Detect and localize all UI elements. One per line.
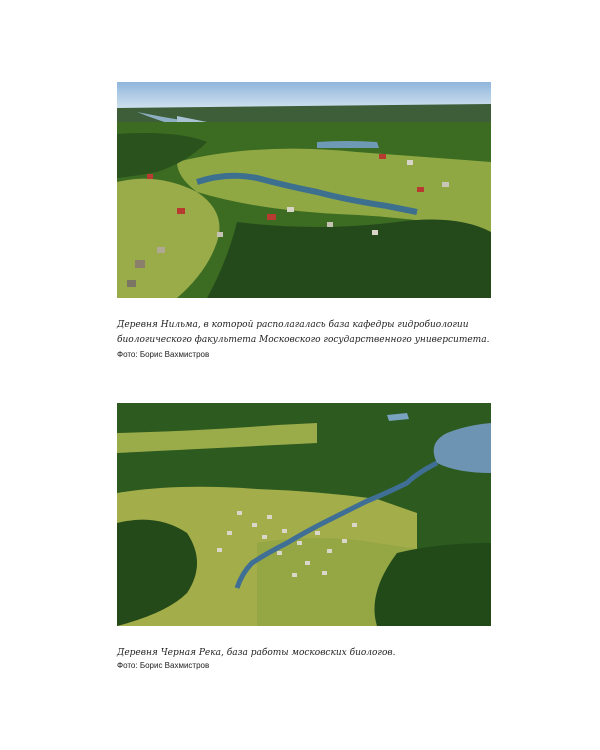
aerial-photo-chernaya-reka-village: [117, 403, 491, 626]
photo-credit: Фото: Борис Вахмистров: [117, 350, 210, 359]
photo-credit: Фото: Борис Вахмистров: [117, 661, 210, 670]
photo-caption: Деревня Черная Река, база работы московских биологов.: [117, 648, 396, 658]
photo-caption: Деревня Нильма, в которой располагалась база кафедры гидробиологии биологического факультета Московского государственного университета.: [117, 320, 490, 345]
aerial-photo-nilma-village: [117, 82, 491, 298]
